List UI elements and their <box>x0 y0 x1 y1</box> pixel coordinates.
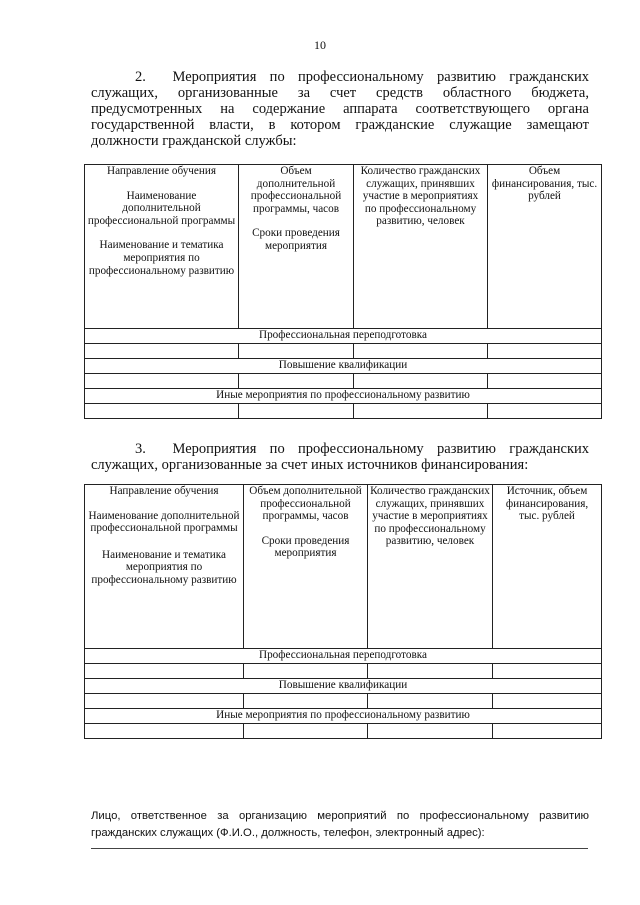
table-cell[interactable] <box>493 724 602 739</box>
table-cell[interactable] <box>85 374 239 389</box>
table-row <box>85 404 602 419</box>
event-name-label: Наименование и тематика мероприятия по профессиональному развитию <box>91 548 237 586</box>
table-cell[interactable] <box>354 404 488 419</box>
section-row-other: Иные мероприятия по профессиональному развитию <box>85 389 602 404</box>
section-row-other: Иные мероприятия по профессиональному развитию <box>85 709 602 724</box>
event-name-label: Наименование и тематика мероприятия по профессиональному развитию <box>88 239 235 277</box>
table-row <box>85 344 602 359</box>
section-row-qualification: Повышение квалификации <box>85 679 602 694</box>
table-header-row <box>85 485 602 649</box>
column-header-participants: Количество гражданских служащих, принявших участие в мероприятиях по профессиональному развитию, человек <box>368 485 493 649</box>
table-cell[interactable] <box>493 694 602 709</box>
table-row <box>85 724 602 739</box>
table-cell[interactable] <box>368 694 493 709</box>
table-row <box>85 664 602 679</box>
section-3-heading: 3. Мероприятия по профессиональному развитию гражданских служащих, организованные за счет иных источников финансирования: <box>91 441 589 473</box>
column-title: Направление обучения <box>109 485 219 497</box>
table-cell[interactable] <box>354 374 488 389</box>
section-2-heading: 2. Мероприятия по профессиональному развитию гражданских служащих, организованные за счет средств областного бюджета, предусмотренных на содержание аппарата соответствующего органа государственной власти, в котором гражданские служащие замещают должности гражданской службы: <box>91 69 589 149</box>
table-cell[interactable] <box>244 724 368 739</box>
table-cell[interactable] <box>239 344 354 359</box>
responsible-person-fill-line[interactable] <box>91 848 588 849</box>
table-row <box>85 374 602 389</box>
page-number: 10 <box>314 38 326 52</box>
section-2-table <box>84 164 602 419</box>
column-header-source-financing: Источник, объем финансирования, тыс. рублей <box>493 485 602 649</box>
table-cell[interactable] <box>488 404 602 419</box>
table-cell[interactable] <box>244 694 368 709</box>
section-3-table <box>84 484 602 739</box>
column-header-volume <box>244 485 368 649</box>
table-cell[interactable] <box>368 664 493 679</box>
table-cell[interactable] <box>85 664 244 679</box>
table-cell[interactable] <box>85 724 244 739</box>
table-cell[interactable] <box>85 694 244 709</box>
column-title: Направление обучения <box>106 165 217 177</box>
section-row-retraining: Профессиональная переподготовка <box>85 649 602 664</box>
table-cell[interactable] <box>368 724 493 739</box>
table-cell[interactable] <box>85 404 239 419</box>
responsible-person-label: Лицо, ответственное за организацию мероприятий по профессиональному развитию гражданских служащих (Ф.И.О., должность, телефон, электронный адрес): <box>91 810 589 839</box>
column-header-volume <box>239 165 354 329</box>
section-row-retraining: Профессиональная переподготовка <box>85 329 602 344</box>
dates-label: Сроки проведения мероприятия <box>261 534 350 560</box>
table-cell[interactable] <box>239 404 354 419</box>
column-header-direction <box>85 165 239 329</box>
table-cell[interactable] <box>488 374 602 389</box>
column-header-participants: Количество гражданских служащих, принявших участие в мероприятиях по профессиональному развитию, человек <box>354 165 488 329</box>
table-cell[interactable] <box>354 344 488 359</box>
table-cell[interactable] <box>244 664 368 679</box>
table-cell[interactable] <box>488 344 602 359</box>
table-header-row <box>85 165 602 329</box>
volume-label: Объем дополнительной профессиональной программы, часов <box>250 165 342 215</box>
table-cell[interactable] <box>493 664 602 679</box>
table-cell[interactable] <box>239 374 354 389</box>
table-row <box>85 694 602 709</box>
volume-label: Объем дополнительной профессиональной программы, часов <box>249 485 362 523</box>
program-name-label: Наименование дополнительной профессиональной программы <box>87 189 236 227</box>
table-cell[interactable] <box>85 344 239 359</box>
program-name-label: Наименование дополнительной профессиональной программы <box>88 509 240 535</box>
column-header-financing: Объем финансирования, тыс. рублей <box>488 165 602 329</box>
dates-label: Сроки проведения мероприятия <box>252 227 340 252</box>
column-header-direction <box>85 485 244 649</box>
section-row-qualification: Повышение квалификации <box>85 359 602 374</box>
